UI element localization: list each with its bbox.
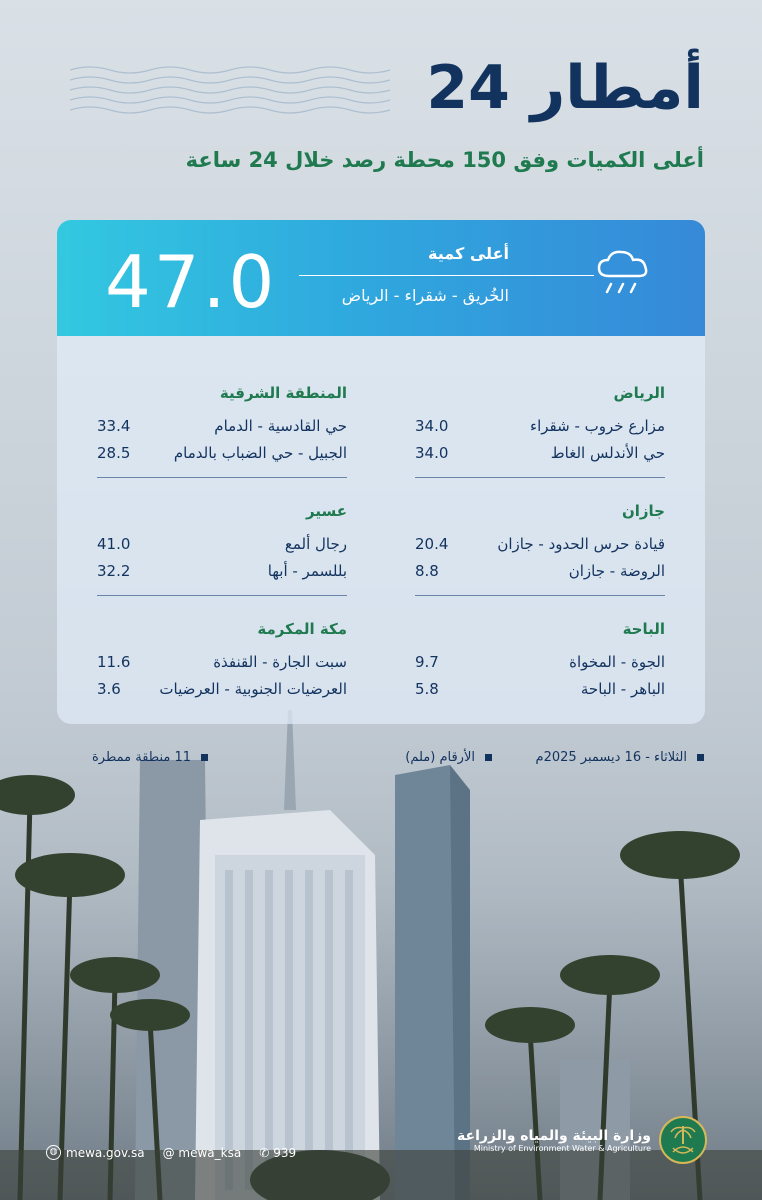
station-value: 20.4 [415,535,449,553]
station-value: 34.0 [415,417,449,435]
highest-amount-location: الخُريق - شقراء - الرياض [341,286,509,305]
units-text: الأرقام (ملم) [405,750,475,765]
ministry-name-ar: وزارة البيئة والمياه والزراعة [457,1127,651,1144]
region-name: المنطقة الشرقية [219,384,347,402]
divider [415,477,665,478]
divider [299,275,594,276]
station-name: العرضيات الجنوبية - العرضيات [159,680,347,698]
website-link[interactable] [46,1145,145,1160]
station-name: الجبيل - حي الضباب بالدمام [173,444,347,462]
date-text: الثلاثاء - 16 ديسمبر 2025م [535,750,687,765]
station-row [97,653,347,680]
station-name: حي القادسية - الدمام [214,417,347,435]
station-value: 3.6 [97,680,121,698]
region-name: مكة المكرمة [257,620,347,638]
website-text: mewa.gov.sa [66,1145,145,1160]
highest-amount-label: أعلى كمية [428,244,509,263]
page-title: أمطار 24 [426,53,704,123]
info-count [92,750,208,765]
highest-amount-value: 47.0 [105,240,278,324]
phone-icon: ✆ [259,1145,270,1160]
station-value: 41.0 [97,535,131,553]
station-name: الباهر - الباحة [580,680,665,698]
social-handle[interactable] [163,1146,242,1160]
station-name: بللسمر - أبها [267,562,347,580]
region-name: جازان [621,502,665,520]
region-riyadh [415,384,665,478]
station-value: 11.6 [97,653,131,671]
station-row [97,562,347,589]
bullet-icon [697,754,704,761]
station-name: الجوة - المخواة [569,653,665,671]
rain-cloud-icon [595,246,653,300]
ministry-name-en: Ministry of Environment Water & Agriculture [473,1143,651,1153]
station-row [97,535,347,562]
footer-contacts [46,1145,314,1160]
handle-text: @ mewa_ksa [162,1145,242,1160]
region-eastern [97,384,347,478]
station-value: 32.2 [97,562,131,580]
divider [97,477,347,478]
region-makkah [97,620,347,707]
station-value: 5.8 [415,680,439,698]
station-row [415,680,665,707]
station-row [415,444,665,471]
ministry-logo [457,1116,707,1164]
station-value: 28.5 [97,444,131,462]
region-jazan [415,502,665,596]
station-value: 34.0 [415,444,449,462]
region-name: الباحة [622,620,665,638]
divider [97,595,347,596]
station-row [415,562,665,589]
page-subtitle: أعلى الكميات وفق 150 محطة رصد خلال 24 ساعة [185,148,704,172]
count-text: 11 منطقة ممطرة [92,750,192,765]
station-name: حي الأندلس الغاط [550,444,665,462]
station-name: رجال ألمع [284,535,347,553]
station-name: قيادة حرس الحدود - جازان [497,535,665,553]
station-value: 33.4 [97,417,131,435]
bullet-icon [485,754,492,761]
region-name: عسير [306,502,347,520]
info-units [405,750,492,765]
ministry-name [457,1128,651,1153]
station-row [415,535,665,562]
region-asir [97,502,347,596]
wave-decoration [70,62,400,124]
station-value: 9.7 [415,653,439,671]
phone-text: 939 [273,1145,297,1160]
station-row [415,417,665,444]
highest-amount-panel [57,220,705,336]
station-name: الروضة - جازان [568,562,665,580]
station-row [415,653,665,680]
palm-swords-emblem-icon [659,1116,707,1164]
globe-icon: ◍ [46,1145,61,1160]
region-baha [415,620,665,707]
station-row [97,444,347,471]
station-row [97,417,347,444]
station-value: 8.8 [415,562,439,580]
rainfall-card [57,220,705,724]
station-row [97,680,347,707]
region-name: الرياض [613,384,665,402]
phone-number[interactable] [259,1146,296,1160]
info-date [536,750,705,765]
station-name: سبت الجارة - القنفذة [213,653,347,671]
divider [415,595,665,596]
bullet-icon [201,754,208,761]
station-name: مزارع خروب - شقراء [530,417,665,435]
